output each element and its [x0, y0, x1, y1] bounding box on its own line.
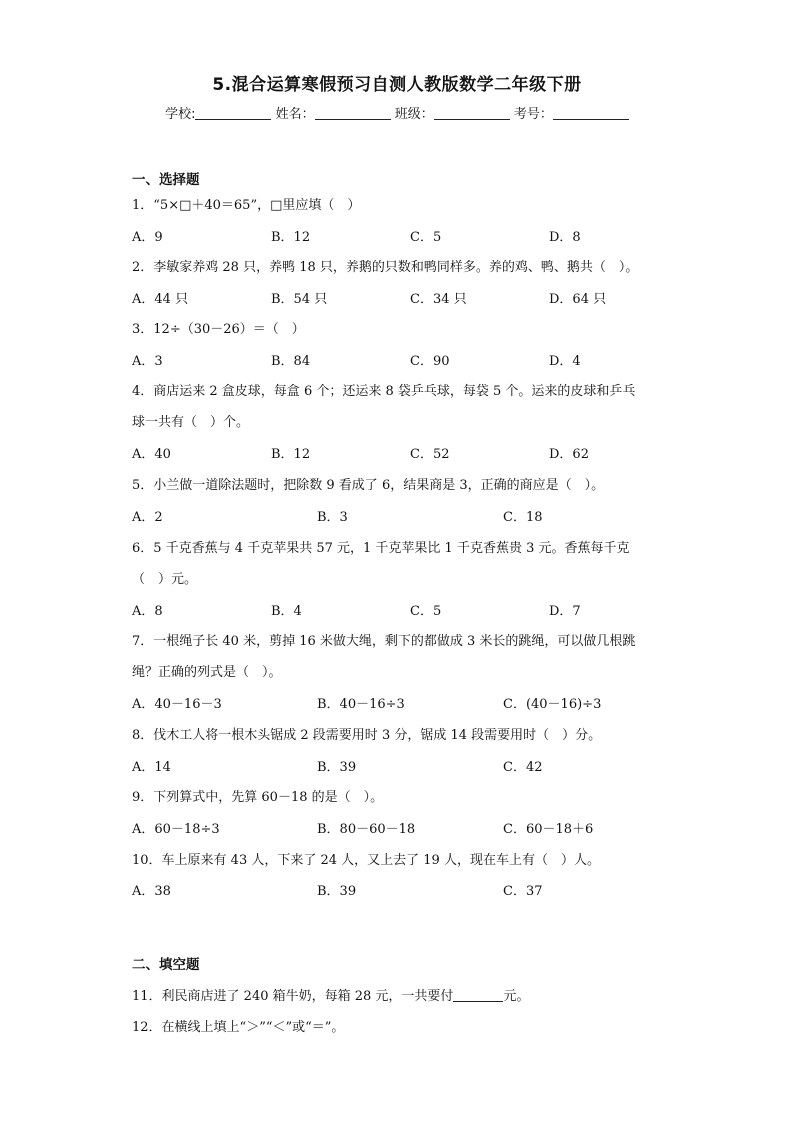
options-q5 — [132, 506, 692, 524]
option-c[interactable]: C．42 — [503, 760, 543, 775]
page-title: 5.混合运算寒假预习自测人教版数学二年级下册 — [212, 75, 582, 95]
option-a[interactable]: A．8 — [132, 604, 163, 619]
question-2: 2．李敏家养鸡 28 只，养鸭 18 只，养鹅的只数和鸭同样多。养的鸡、鸭、鹅共（ ）。 — [132, 260, 639, 275]
question-8: 8．伐木工人将一根木头锯成 2 段需要用时 3 分，锯成 14 段需要用时（ ）分。 — [132, 728, 602, 743]
class-blank[interactable] — [434, 107, 510, 120]
school-blank[interactable] — [195, 107, 271, 120]
question-9: 9．下列算式中，先算 60－18 的是（ ）。 — [132, 790, 384, 805]
options-q6 — [132, 600, 692, 618]
option-b[interactable]: B．3 — [317, 510, 348, 525]
option-b[interactable]: B．84 — [271, 354, 311, 369]
question-1: 1．“5×□＋40＝65”，□里应填（ ） — [132, 198, 361, 213]
option-a[interactable]: A．60－18÷3 — [132, 822, 220, 837]
options-q2 — [132, 288, 692, 306]
question-11-text: 11．利民商店进了 240 箱牛奶，每箱 28 元，一共要付 — [132, 989, 454, 1004]
question-10: 10．车上原来有 43 人，下来了 24 人，又上去了 19 人，现在车上有（ ）人。 — [132, 853, 600, 868]
option-c[interactable]: C．5 — [410, 604, 442, 619]
question-7-cont: 绳？正确的列式是（ ）。 — [132, 665, 282, 680]
option-b[interactable]: B．39 — [317, 760, 357, 775]
question-7: 7．一根绳子长 40 米，剪掉 16 米做大绳，剩下的都做成 3 米长的跳绳，可以做几根跳 — [132, 634, 636, 649]
options-q10 — [132, 880, 692, 898]
section-title-fill: 二、填空题 — [132, 957, 200, 973]
option-b[interactable]: B．4 — [271, 604, 302, 619]
option-b[interactable]: B．80－60－18 — [317, 822, 416, 837]
options-q1 — [132, 226, 692, 244]
option-c[interactable]: C．34 只 — [410, 292, 467, 307]
option-c[interactable]: C．5 — [410, 230, 442, 245]
name-blank[interactable] — [315, 107, 391, 120]
option-b[interactable]: B．12 — [271, 230, 311, 245]
student-info-line — [0, 103, 794, 122]
number-blank[interactable] — [553, 107, 629, 120]
option-d[interactable]: D．4 — [549, 354, 581, 369]
option-a[interactable]: A．44 只 — [132, 292, 189, 307]
question-3: 3．12÷（30－26）＝（ ） — [132, 322, 305, 337]
option-d[interactable]: D．64 只 — [549, 292, 607, 307]
question-12: 12．在横线上填上“＞”“＜”或“＝”。 — [132, 1020, 345, 1035]
name-label: 姓名： — [275, 107, 315, 122]
option-a[interactable]: A．9 — [132, 230, 163, 245]
question-6: 6．5 千克香蕉与 4 千克苹果共 57 元，1 千克苹果比 1 千克香蕉贵 3 元。香蕉每千克 — [132, 541, 630, 556]
question-11 — [132, 985, 529, 1004]
school-label: 学校: — [165, 107, 196, 122]
option-c[interactable]: C．18 — [503, 510, 543, 525]
option-c[interactable]: C．37 — [503, 884, 543, 899]
option-d[interactable]: D．7 — [549, 604, 581, 619]
option-b[interactable]: B．39 — [317, 884, 357, 899]
option-a[interactable]: A．3 — [132, 354, 163, 369]
option-b[interactable]: B．12 — [271, 447, 311, 462]
question-4: 4．商店运来 2 盒皮球，每盒 6 个；还运来 8 袋乒乓球，每袋 5 个。运来的皮球和乒乓 — [132, 384, 636, 399]
option-a[interactable]: A．40－16－3 — [132, 697, 222, 712]
option-c[interactable]: C．52 — [410, 447, 450, 462]
option-b[interactable]: B．40－16÷3 — [317, 697, 405, 712]
number-label: 考号： — [513, 107, 553, 122]
options-q9 — [132, 818, 692, 836]
question-6-cont: （ ）元。 — [132, 572, 198, 587]
question-4-cont: 球一共有（ ）个。 — [132, 415, 250, 430]
question-5: 5．小兰做一道除法题时，把除数 9 看成了 6，结果商是 3，正确的商应是（ ）。 — [132, 478, 605, 493]
section-title-choice: 一、选择题 — [132, 172, 200, 188]
option-a[interactable]: A．2 — [132, 510, 163, 525]
option-c[interactable]: C．90 — [410, 354, 450, 369]
question-11-unit: 元。 — [503, 989, 530, 1004]
answer-blank[interactable] — [453, 989, 503, 1002]
option-d[interactable]: D．8 — [549, 230, 581, 245]
option-c[interactable]: C．60－18＋6 — [503, 822, 594, 837]
options-q7 — [132, 693, 692, 711]
options-q3 — [132, 350, 692, 368]
option-b[interactable]: B．54 只 — [271, 292, 328, 307]
option-a[interactable]: A．14 — [132, 760, 171, 775]
class-label: 班级： — [394, 107, 434, 122]
options-q4 — [132, 443, 692, 461]
option-a[interactable]: A．38 — [132, 884, 171, 899]
options-q8 — [132, 756, 692, 774]
option-c[interactable]: C．(40－16)÷3 — [503, 697, 602, 712]
option-a[interactable]: A．40 — [132, 447, 171, 462]
option-d[interactable]: D．62 — [549, 447, 589, 462]
